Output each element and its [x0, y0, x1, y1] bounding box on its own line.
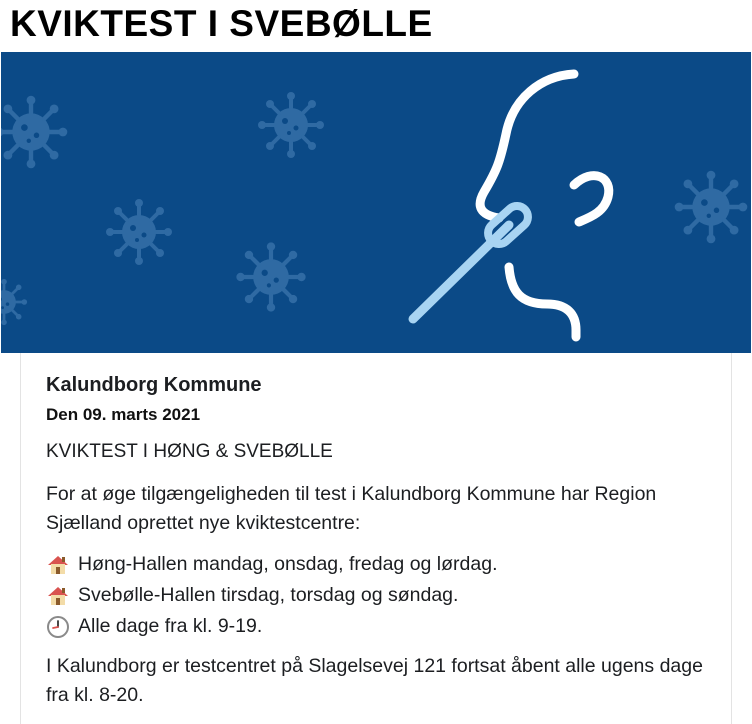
post-date: Den 09. marts 2021	[46, 405, 201, 424]
post-author[interactable]: Kalundborg Kommune	[46, 374, 262, 396]
title-bar	[0, 0, 752, 52]
header-banner	[1, 52, 751, 353]
list-item-text: Alle dage fra kl. 9-19.	[78, 615, 263, 637]
schedule-list	[46, 549, 498, 642]
house-icon	[46, 584, 70, 608]
post-headline: KVIKTEST I HØNG & SVEBØLLE	[46, 441, 333, 462]
house-icon	[46, 553, 70, 577]
post-closing-paragraph: I Kalundborg er testcentret på Slagelsevej 121 fortsat åbent alle ugens dage fra kl. 8-20.	[46, 655, 703, 706]
list-item	[46, 611, 498, 642]
list-item	[46, 549, 498, 580]
post-intro-paragraph: For at øge tilgængeligheden til test i Kalundborg Kommune har Region Sjælland oprettet nye kviktestcentre:	[46, 483, 657, 534]
post-card	[20, 353, 732, 724]
page-title: KVIKTEST I SVEBØLLE	[10, 3, 433, 44]
nasal-swab-illustration	[1, 52, 751, 353]
clock-icon	[46, 615, 70, 639]
list-item	[46, 580, 498, 611]
list-item-text: Svebølle-Hallen tirsdag, torsdag og søndag.	[78, 584, 459, 606]
list-item-text: Høng-Hallen mandag, onsdag, fredag og lørdag.	[78, 553, 498, 575]
